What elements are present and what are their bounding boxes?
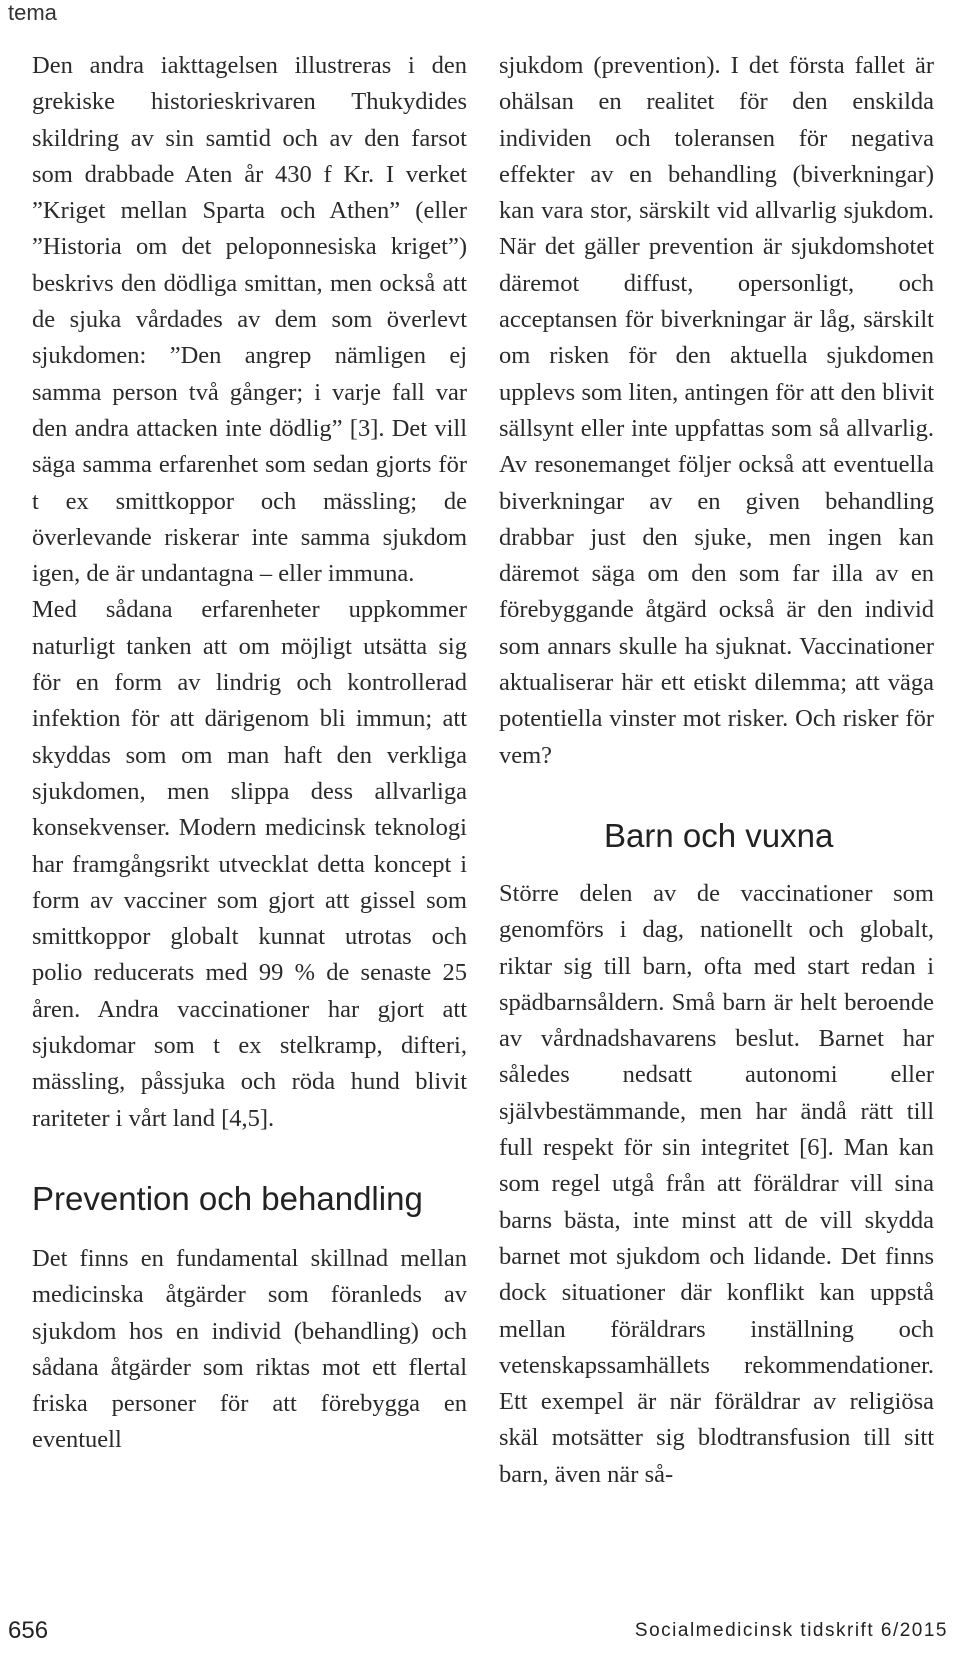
section-label: tema (8, 0, 57, 25)
section-heading-prevention: Prevention och behandling (32, 1179, 423, 1217)
page-number: 656 (8, 1617, 49, 1644)
left-column (32, 48, 467, 1459)
left-paragraph-1: Den andra iakttagelsen illustreras i den grekiske historieskrivaren Thukydides skildring av sin samtid och av den farsot som drabbade Aten år 430 f Kr. I verket ”Kriget mellan Sparta och Athen” (eller ”Historia om det peloponnesiska kriget”) beskrivs den dödliga smittan, men också att de sjuka vårdades av dem som överlevt sjukdomen: ”Den angrep nämligen ej samma person två gånger; i varje fall var den andra attacken inte dödlig” [3]. Det vill säga samma erfarenhet som sedan gjorts för t ex smittkoppor och mässling; de överlevande riskerar inte samma sjukdom igen, de är undantagna – eller immuna. (32, 52, 467, 588)
right-column (499, 48, 934, 1493)
journal-name: Socialmedicinsk tidskrift 6/2015 (634, 1620, 948, 1641)
right-paragraph-2: Större delen av de vaccinationer som genomförs i dag, nationellt och globalt, riktar sig till barn, ofta med start redan i spädbarnsåldern. Små barn är helt beroende av vårdnadshavarens beslut. Barnet har således nedsatt autonomi eller självbestämmande, men har ändå rätt till full respekt för sin integritet [6]. Man kan som regel utgå från att föräldrar vill sina barns bästa, inte minst att de vill skydda barnet mot sjukdom och lidande. Det finns dock situationer där konflikt kan uppstå mellan föräldrars inställning och vetenskapssamhällets rekommendationer. Ett exempel är när föräldrar av religiösa skäl motsätter sig blodtransfusion till sitt barn, även när så- (499, 879, 934, 1488)
left-paragraph-3: Det finns en fundamental skillnad mellan medicinska åtgärder som föranleds av sjukdom hos en individ (behandling) och sådana åtgärder som riktas mot ett flertal friska personer för att förebygga en eventuell (32, 1244, 467, 1454)
section-heading-barn: Barn och vuxna (604, 816, 834, 854)
right-paragraph-1: sjukdom (prevention). I det första fallet är ohälsan en realitet för den enskilda individen och toleransen för negativa effekter av en behandling (biverkningar) kan vara stor, särskilt vid allvarlig sjukdom. När det gäller prevention är sjukdomshotet däremot diffust, opersonligt, och acceptansen för biverkningar är låg, särskilt om risken för den aktuella sjukdomen upplevs som liten, antingen för att den blivit sällsynt eller inte uppfattas som så allvarlig. Av resonemanget följer också att eventuella biverkningar av en given behandling drabbar just den sjuke, men ingen kan däremot säga om den som far illa av en förebyggande åtgärd också är den individ som annars skulle ha sjuknat. Vaccinationer aktualiserar här ett etiskt dilemma; att väga potentiella vinster mot risker. Och risker för vem? (499, 52, 934, 769)
left-paragraph-2: Med sådana erfarenheter uppkommer naturligt tanken att om möjligt utsätta sig för en form av lindrig och kontrollerad infektion för att därigenom bli immun; att skyddas som om man haft den verkliga sjukdomen, men slippa dess allvarliga konsekvenser. Modern medicinsk teknologi har framgångsrikt utvecklat detta koncept i form av vacciner som gjort att gissel som smittkoppor globalt kunnat utrotas och polio reducerats med 99 % de senaste 25 åren. Andra vaccinationer har gjort att sjukdomar som t ex stelkramp, difteri, mässling, påssjuka och röda hund blivit rariteter i vårt land [4,5]. (32, 596, 467, 1132)
